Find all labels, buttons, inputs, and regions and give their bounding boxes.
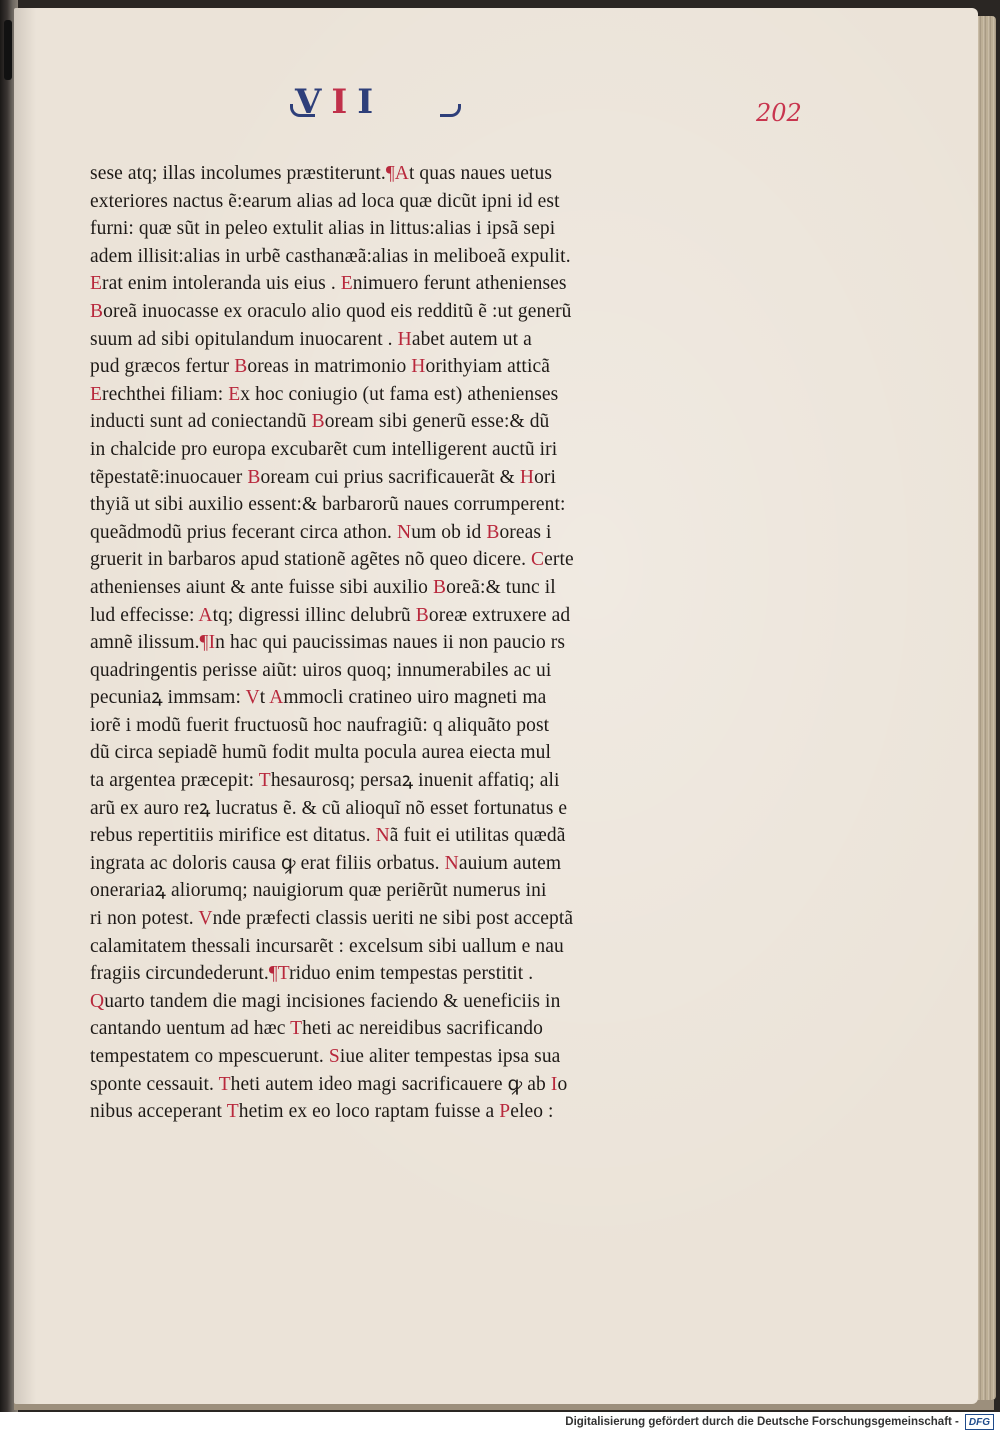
text-line: sponte cessauit. Theti autem ideo magi sacrificauere ꝙ ab Io <box>90 1073 568 1095</box>
rubricated-capital: B <box>486 521 500 543</box>
rubricated-capital: S <box>328 1046 340 1067</box>
text-line: ta argentea præcepit: Thesaurosq; persaꝝ inuenit affatiq; ali <box>90 770 560 792</box>
text-line: tẽpestatẽ:inuocauer Boream cui prius sacrificauerãt & Hori <box>90 466 557 488</box>
text-line: tempestatem co mpescuerunt. Siue aliter tempestas ipsa sua <box>90 1046 561 1067</box>
text-line: pecuniaꝝ immsam: Vt Ammocli cratineo uiro magneti ma <box>90 687 547 709</box>
text-line: ri non potest. Vnde præfecti classis ueriti ne sibi post acceptã <box>90 908 574 930</box>
rubricated-capital: V <box>245 687 260 709</box>
rubricated-capital: H <box>411 356 426 378</box>
rubricated-capital: B <box>234 356 248 378</box>
running-header-i-red: I <box>331 82 358 122</box>
rubricated-capital: H <box>397 328 412 350</box>
binding-band <box>4 20 12 80</box>
rubricated-capital: B <box>311 411 325 433</box>
rubricated-capital: B <box>432 576 447 598</box>
text-line: sese atq; illas incolumes præstiterunt.¶At quas naues uetus <box>90 163 553 184</box>
text-line: Boreã inuocasse ex oraculo alio quod eis redditũ ẽ :ut generũ <box>90 300 572 322</box>
rubricated-capital: B <box>90 300 104 322</box>
text-line: cantando uentum ad hæc Theti ac nereidibus sacrificando <box>90 1018 543 1040</box>
rubricated-capital: T <box>218 1073 231 1095</box>
rubricated-capital: A <box>394 163 409 184</box>
pilcrow-mark: ¶ <box>268 963 278 985</box>
text-line: pud græcos fertur Boreas in matrimonio Horithyiam atticã <box>90 356 550 378</box>
text-line: inducti sunt ad coniectandũ Boream sibi generũ esse:& dũ <box>90 411 550 433</box>
rubricated-capital: N <box>375 825 390 847</box>
text-line: athenienses aiunt & ante fuisse sibi auxilio Boreã:& tunc il <box>90 576 556 598</box>
rubricated-capital: B <box>247 466 261 488</box>
folio-number: 202 <box>756 99 802 127</box>
text-line: in chalcide pro europa excubarẽt cum intelligerent auctũ iri <box>90 438 558 460</box>
text-line: rebus repertitiis mirifice est ditatus. Nã fuit ei utilitas quædã <box>90 825 566 847</box>
rubricated-capital: E <box>90 273 103 295</box>
rubricated-capital: I <box>550 1073 558 1095</box>
rubricated-capital: A <box>269 687 284 709</box>
text-line: quadringentis perisse aiũt: uiros quoq; innumerabiles ac ui <box>90 659 552 681</box>
rubricated-capital: E <box>340 273 353 295</box>
rubricated-capital: H <box>519 466 535 488</box>
text-line: exteriores nactus ẽ:earum alias ad loca quæ dicũt ipni id est <box>90 190 560 212</box>
text-line: queãdmodũ prius fecerant circa athon. Num ob id Boreas i <box>90 521 552 543</box>
dfg-logo: DFG <box>965 1414 994 1430</box>
text-line: adem illisit:alias in urbẽ casthanæã:alias in meliboeã expulit. <box>90 245 571 267</box>
text-line: calamitatem thessali incursarẽt : excelsum sibi uallum e nau <box>90 935 564 957</box>
funding-note: Digitalisierung gefördert durch die Deutsche Forschungsgemeinschaft - <box>565 1416 959 1428</box>
rubricated-capital: V <box>198 908 213 930</box>
running-header <box>295 80 455 124</box>
text-line: dũ circa sepiadẽ humũ fodit multa pocula aurea eiecta mul <box>90 742 552 764</box>
text-line: onerariaꝝ aliorumq; nauigiorum quæ periẽrũt numerus ini <box>90 880 547 902</box>
running-header-v: V <box>295 82 332 122</box>
text-line: lud effecisse: Atq; digressi illinc delubrũ Boreæ extruxere ad <box>90 604 571 626</box>
text-line: Erat enim intoleranda uis eius . Enimuero ferunt athenienses <box>90 273 567 295</box>
rubricated-capital: A <box>198 604 213 626</box>
rubricated-capital: C <box>531 549 545 571</box>
footer-bar <box>0 1412 1000 1432</box>
text-line: arũ ex auro reꝝ lucratus ẽ. & cũ alioquĩ nõ esset fortunatus e <box>90 797 568 819</box>
text-line: ingrata ac doloris causa ꝙ erat filiis orbatus. Nauium autem <box>90 852 562 874</box>
pilcrow-mark: ¶ <box>385 163 395 184</box>
rubricated-capital: I <box>208 632 216 654</box>
rubricated-capital: T <box>226 1101 239 1123</box>
rubricated-capital: N <box>444 852 459 874</box>
text-line: amnẽ ilissum.¶In hac qui paucissimas naues ii non paucio rs <box>90 632 566 654</box>
rubricated-capital: P <box>499 1101 511 1123</box>
text-line: nibus acceperant Thetim ex eo loco raptam fuisse a Peleo : <box>90 1101 554 1123</box>
text-line: Quarto tandem die magi incisiones faciendo & ueneficiis in <box>90 990 561 1012</box>
text-line: Erechthei filiam: Ex hoc coniugio (ut fama est) athenienses <box>90 383 559 405</box>
rubricated-capital: N <box>397 521 412 543</box>
rubricated-capital: T <box>290 1018 303 1040</box>
text-line: suum ad sibi opitulandum inuocarent . Habet autem ut a <box>90 328 532 350</box>
running-header-i-blue: I <box>357 82 384 122</box>
pilcrow-mark: ¶ <box>199 632 209 654</box>
text-line: furni: quæ sũt in peleo extulit alias in littus:alias i ipsã sepi <box>90 218 556 240</box>
rubricated-capital: B <box>415 604 429 626</box>
text-line: thyiã ut sibi auxilio essent:& barbarorũ naues corrumperent: <box>90 494 566 516</box>
rubricated-capital: Q <box>90 990 105 1012</box>
text-line: gruerit in barbaros apud stationẽ agẽtes nõ queo dicere. Certe <box>90 549 574 571</box>
text-line: fragiis circundederunt.¶Triduo enim tempestas perstitit . <box>90 963 534 985</box>
text-line: iorẽ i modũ fuerit fructuosũ hoc naufragiũ: q aliquãto post <box>90 714 550 736</box>
rubricated-capital: T <box>258 770 271 792</box>
rubricated-capital: E <box>90 383 103 405</box>
rubricated-capital: T <box>277 963 290 985</box>
rubricated-capital: E <box>228 383 241 405</box>
text-block <box>90 160 650 1123</box>
